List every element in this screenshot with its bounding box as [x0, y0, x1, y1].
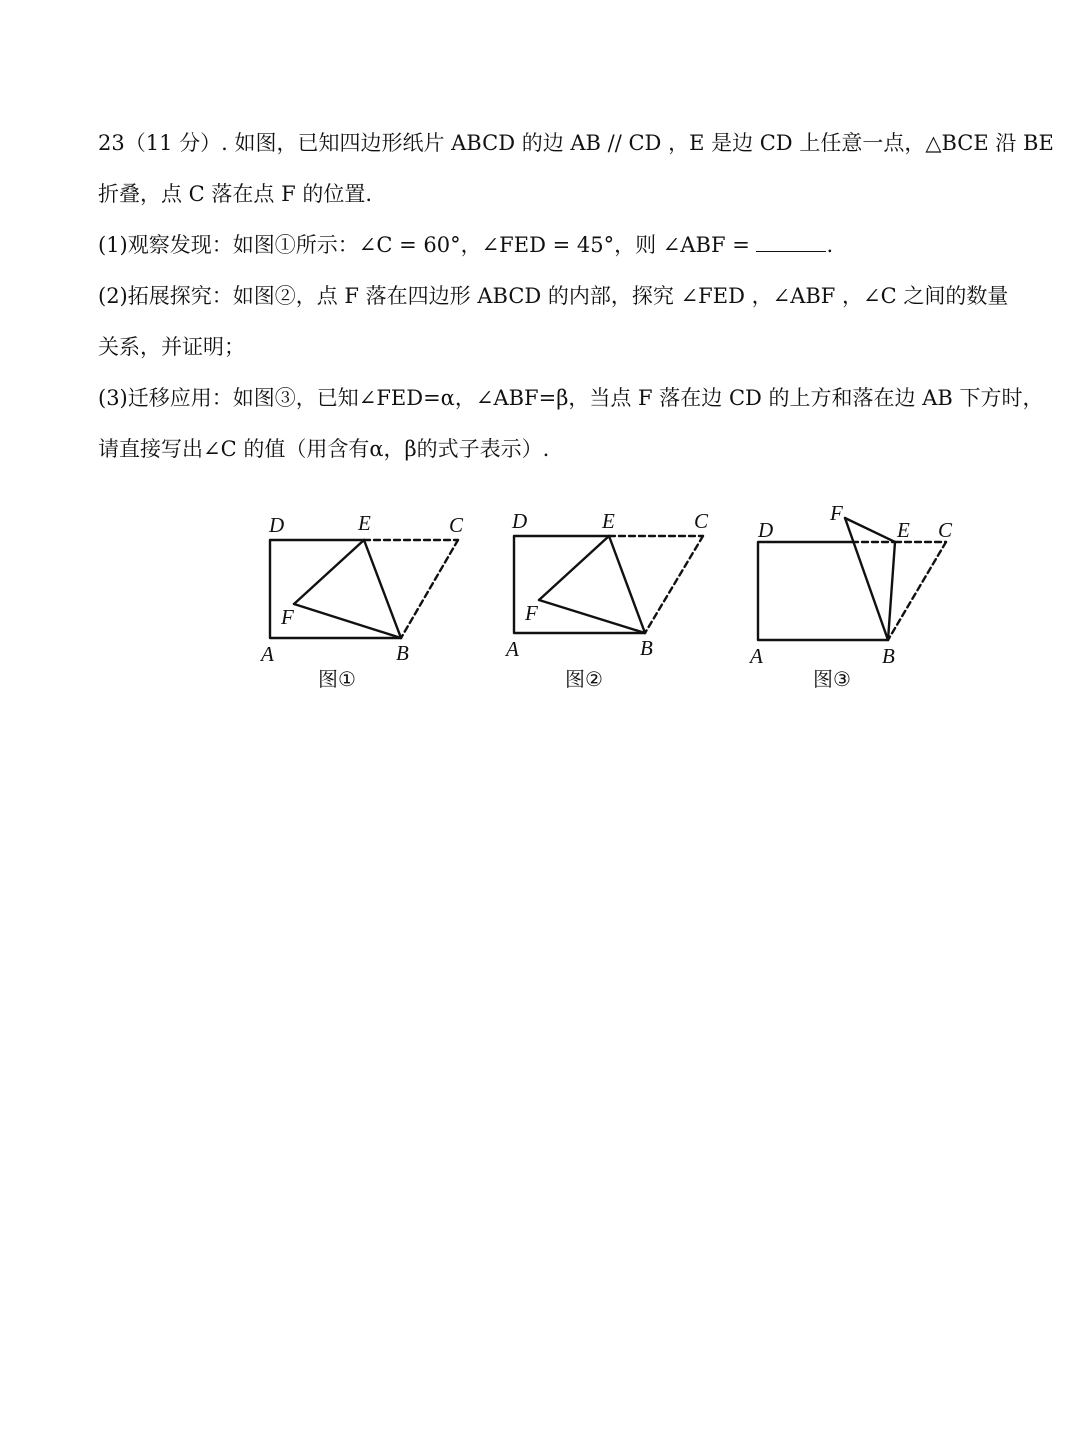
figure-2-label-e: E	[602, 509, 615, 533]
figure-2-be	[609, 536, 645, 633]
figure-1-be	[364, 540, 401, 638]
figure-2	[514, 536, 703, 633]
figure-2-caption: 图②	[565, 667, 603, 691]
figure-2-dashed-cb	[645, 536, 703, 633]
figure-1-label-f: F	[281, 605, 294, 629]
figure-2-label-a: A	[506, 637, 519, 661]
part-3-line-2: 请直接写出∠C 的值（用含有α，β的式子表示）.	[98, 437, 550, 461]
figure-2-label-b: B	[640, 636, 653, 660]
part-2-line-2: 关系，并证明；	[98, 335, 245, 359]
figure-1-caption: 图①	[318, 667, 356, 691]
figure-3-label-f: F	[830, 501, 843, 525]
figure-1-ef	[294, 540, 364, 604]
figure-3-dashed-cb	[888, 542, 946, 640]
part-2-line-1: (2)拓展探究：如图②，点 F 落在四边形 ABCD 的内部，探究 ∠FED ，∠ABF ，∠C 之间的数量	[98, 284, 1009, 308]
figure-3	[758, 518, 946, 640]
figure-1-label-d: D	[269, 513, 285, 537]
figure-2-fb	[539, 600, 645, 633]
question-stem-line-1: 23（11 分）. 如图，已知四边形纸片 ABCD 的边 AB // CD ，E 是边 CD 上任意一点，△BCE 沿 BE	[98, 131, 1054, 155]
figure-1-label-a: A	[261, 642, 274, 666]
figure-3-label-d: D	[758, 518, 774, 542]
figure-3-label-b: B	[882, 644, 895, 668]
figure-2-label-f: F	[525, 601, 538, 625]
figure-3-be	[888, 542, 895, 640]
part-1-end: .	[826, 233, 834, 257]
figure-1	[270, 540, 458, 638]
figure-3-caption: 图③	[813, 667, 851, 691]
figure-1-fb	[294, 604, 401, 638]
figure-3-label-a: A	[750, 644, 763, 668]
figure-3-label-c: C	[938, 518, 953, 542]
figure-1-label-e: E	[358, 511, 371, 535]
figure-1-dashed-cb	[401, 540, 458, 638]
figure-1-label-c: C	[449, 513, 464, 537]
figure-2-ef	[539, 536, 609, 600]
part-3-line-1: (3)迁移应用：如图③，已知∠FED=α，∠ABF=β，当点 F 落在边 CD 的上方和落在边 AB 下方时，	[98, 386, 1044, 410]
figure-1-labels	[259, 511, 464, 691]
part-1-text: (1)观察发现：如图①所示：∠C = 60°，∠FED = 45°，则 ∠ABF =	[98, 233, 750, 257]
figure-2-label-c: C	[694, 509, 709, 533]
figure-2-label-d: D	[512, 509, 528, 533]
figure-3-label-e: E	[897, 518, 910, 542]
figure-3-rect	[758, 542, 888, 640]
question-stem-line-2: 折叠，点 C 落在点 F 的位置.	[98, 182, 373, 206]
figure-3-labels	[748, 501, 953, 691]
figure-1-label-b: B	[396, 641, 409, 665]
